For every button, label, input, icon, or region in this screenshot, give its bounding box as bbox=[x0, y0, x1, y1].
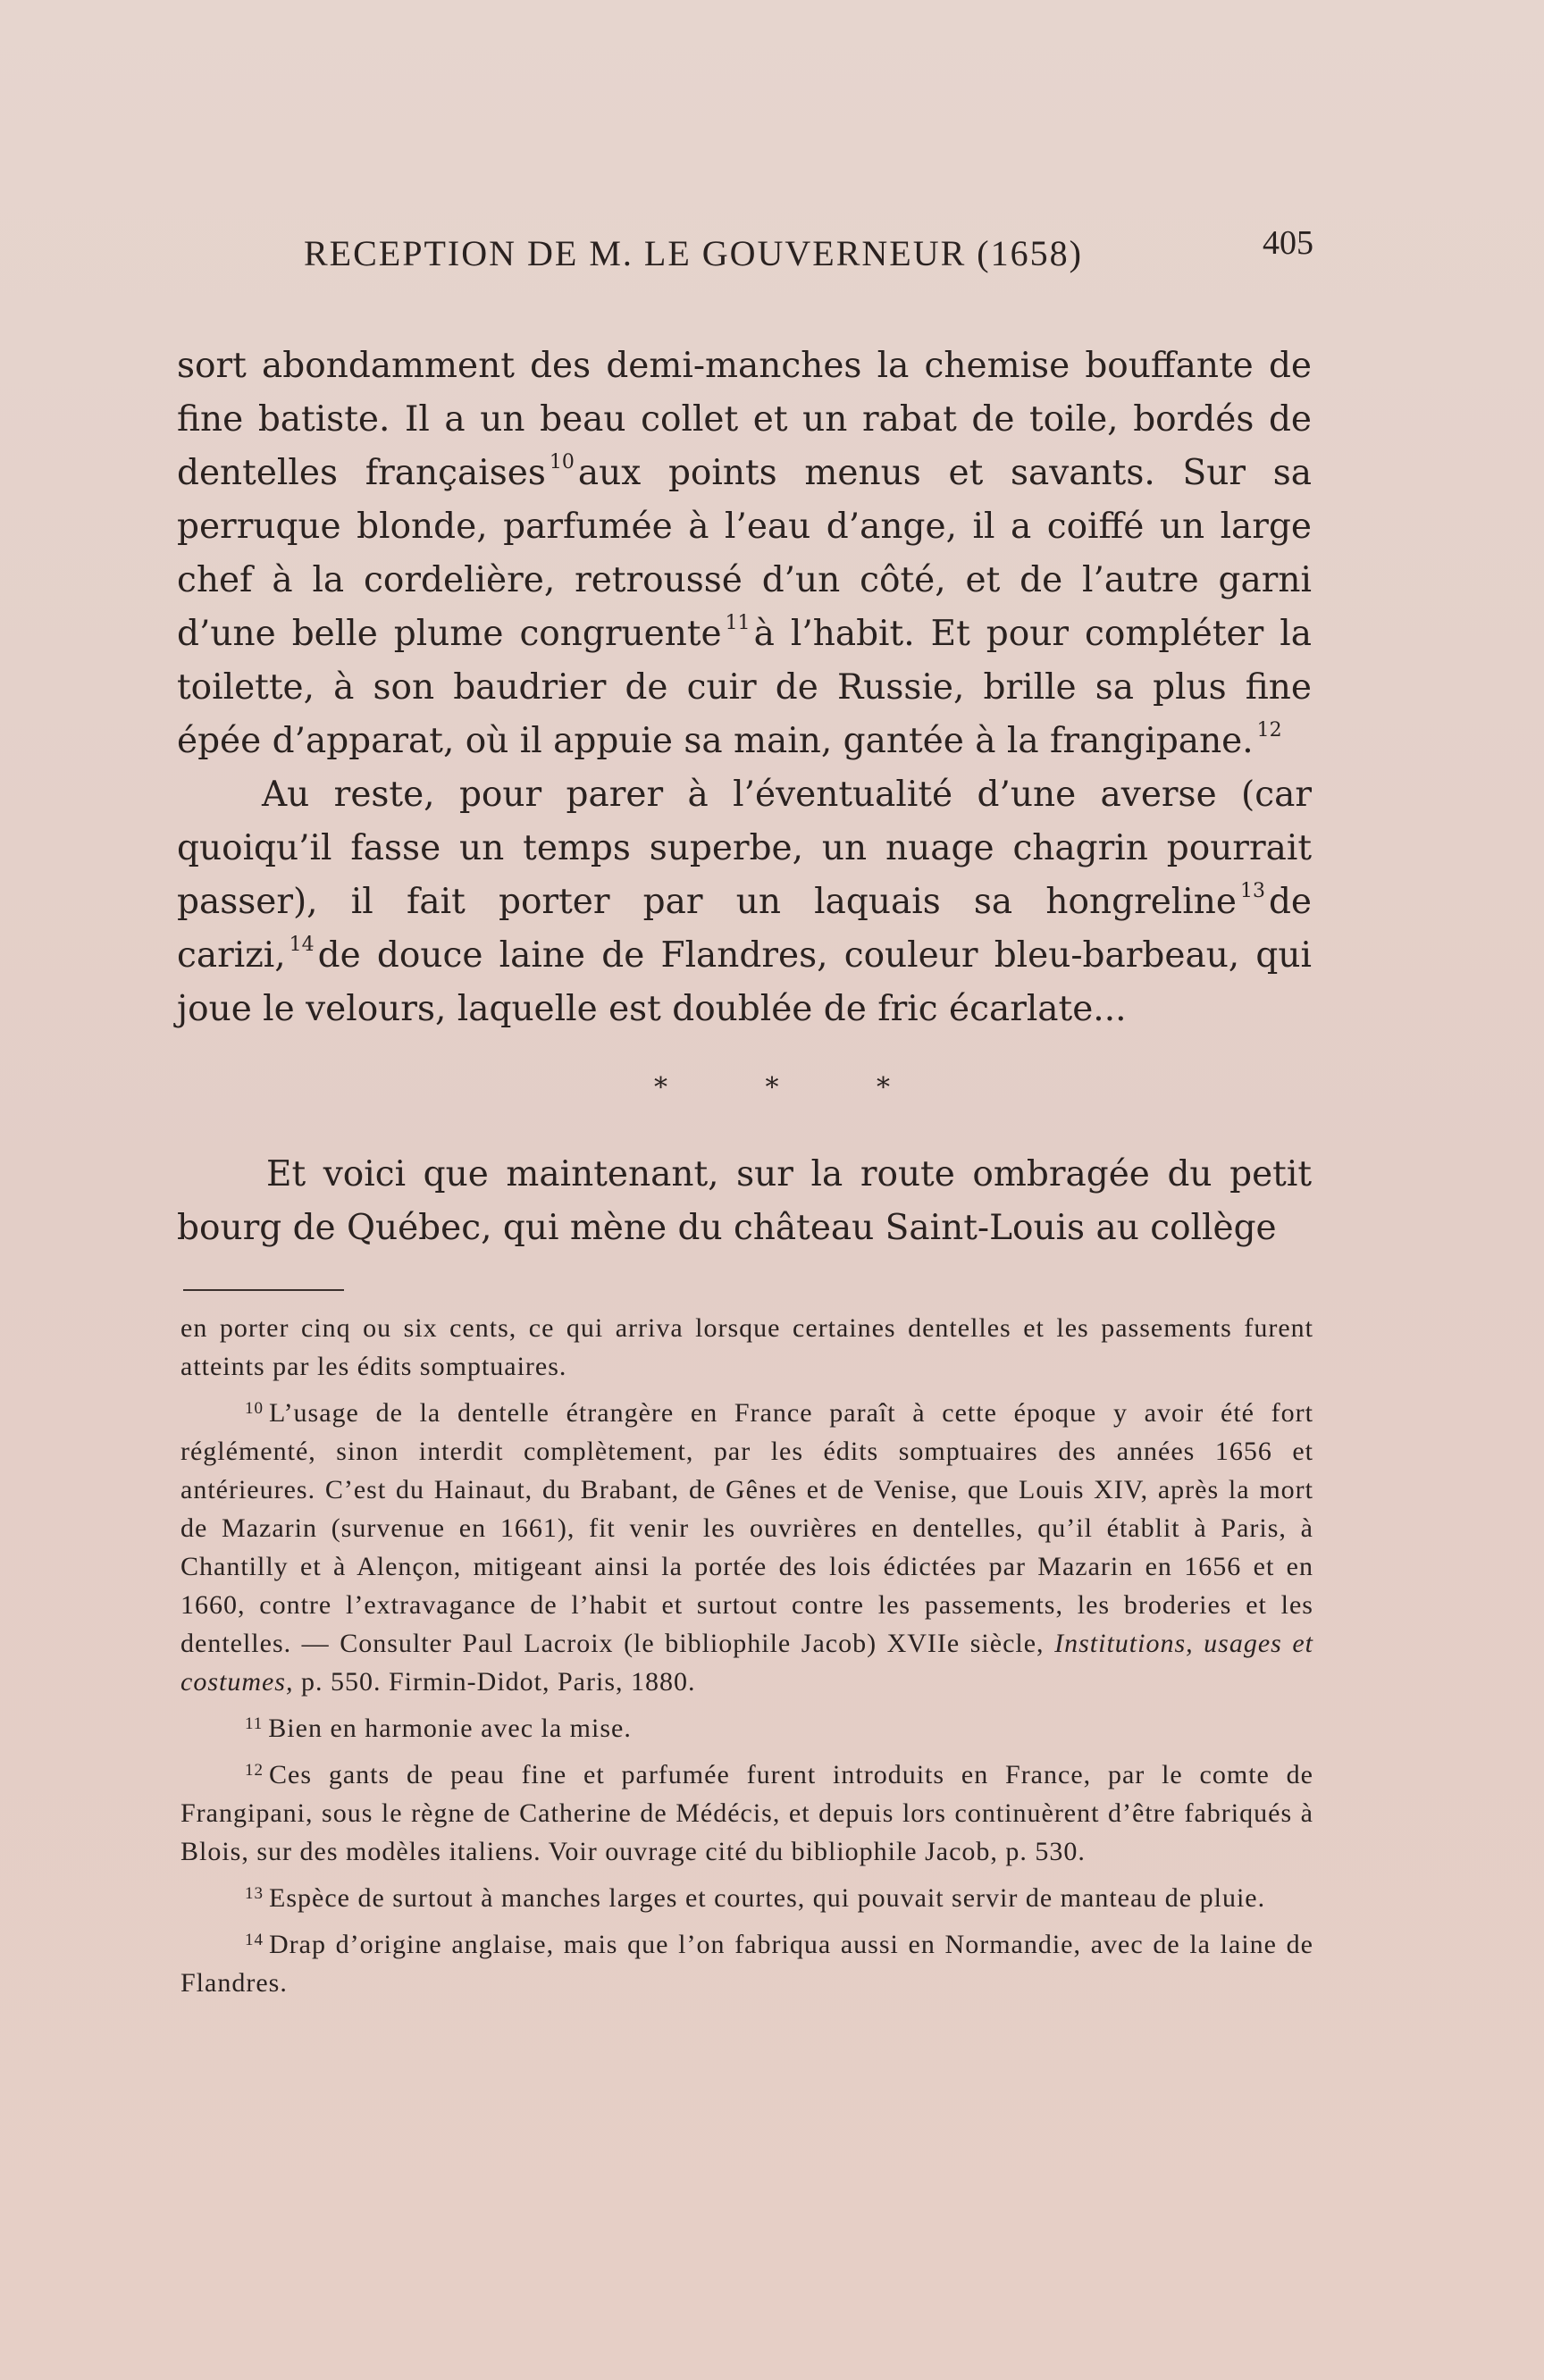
footnote-12 bbox=[180, 1751, 1313, 1871]
paragraph-1-text-b: aux points menus et savants. Sur sa perruque blonde, parfumée à l’eau d’ange, il a coiffé un large chef à la cordelière, retroussé d’un côté, et de l’autre garni d’une belle plume congruente bbox=[177, 453, 1312, 654]
footnote-number: 12 bbox=[245, 1761, 264, 1780]
footnote-13 bbox=[180, 1874, 1313, 1917]
footnote-divider bbox=[183, 1289, 344, 1291]
page-header bbox=[179, 223, 1313, 277]
running-head: RECEPTION DE M. LE GOUVERNEUR (1658) bbox=[304, 233, 1083, 273]
footnote-ref-11: 11 bbox=[725, 612, 751, 634]
paragraph-2-text-c: de douce laine de Flandres, couleur bleu-barbeau, qui joue le velours, laquelle est doublée de fric écarlate... bbox=[177, 935, 1312, 1029]
footnote-text: Espèce de surtout à manches larges et courtes, qui pouvait servir de manteau de pluie. bbox=[269, 1883, 1266, 1913]
footnote-number: 14 bbox=[245, 1931, 264, 1949]
paragraph-3: Et voici que maintenant, sur la route ombragée du petit bourg de Québec, qui mène du château Saint-Louis au collège bbox=[177, 1154, 1312, 1248]
footnote-text: Bien en harmonie avec la mise. bbox=[268, 1714, 632, 1743]
footnote-text: Ces gants de peau fine et parfumée furent introduits en France, par le comte de Frangipani, sous le règne de Catherine de Médécis, et depuis lors continuèrent d’être fabriqués à Blois, sur des modèles italiens. Voir ouvrage cité du bibliophile Jacob, p. 530. bbox=[180, 1760, 1313, 1866]
footnote-text: p. 550. Firmin-Didot, Paris, 1880. bbox=[300, 1667, 696, 1697]
footnote-ref-12: 12 bbox=[1256, 719, 1282, 742]
footnotes bbox=[180, 1309, 1313, 2006]
new-section-text bbox=[177, 1148, 1312, 1255]
paragraph-2 bbox=[177, 768, 1312, 1036]
main-text bbox=[177, 339, 1312, 1036]
footnote-11 bbox=[180, 1705, 1313, 1747]
footnote-ref-10: 10 bbox=[549, 451, 575, 473]
section-break-asterism: * * * bbox=[653, 1072, 936, 1103]
footnote-number: 13 bbox=[245, 1884, 264, 1903]
footnote-14 bbox=[180, 1921, 1313, 2002]
paragraph-1-text-c: à l’habit. Et pour compléter la toilette, à son baudrier de cuir de Russie, brille sa plus fine épée d’apparat, où il appuie sa main, gantée à la frangipane. bbox=[177, 614, 1312, 761]
paragraph-1-text-a: sort abondamment des demi-manches la chemise bouffante de fine batiste. Il a un beau collet et un rabat de toile, bordés de dentelles françaises bbox=[177, 346, 1312, 493]
footnote-ref-13: 13 bbox=[1239, 880, 1265, 902]
footnote-number: 11 bbox=[245, 1714, 264, 1733]
page-number: 405 bbox=[1263, 224, 1313, 262]
paragraph-2-text-a: Au reste, pour parer à l’éventualité d’une averse (car quoiqu’il fasse un temps superbe, un nuage chagrin pourrait passer), il fait porter par un laquais sa hongreline bbox=[177, 775, 1312, 922]
footnote-ref-14: 14 bbox=[289, 934, 315, 956]
paragraph-1 bbox=[177, 339, 1312, 768]
footnote-text: Drap d’origine anglaise, mais que l’on fabriqua aussi en Normandie, avec de la laine de Flandres. bbox=[180, 1930, 1313, 1998]
footnote-text: L’usage de la dentelle étrangère en France paraît à cette époque y avoir été fort réglémenté, sinon interdit complètement, par les édits somptuaires des années 1656 et antérieures. C’est du Hainaut, du Brabant, de Gênes et de Venise, que Louis XIV, après la mort de Mazarin (survenue en 1661), fit venir les ouvrières en dentelles, qu’il établit à Paris, à Chantilly et à Alençon, mitigeant ainsi la portée des lois édictées par Mazarin en 1656 et en 1660, contre l’extravagance de l’habit et surtout contre les passements, les broderies et les dentelles. — Consulter Paul Lacroix (le bibliophile Jacob) XVIIe siècle, bbox=[180, 1398, 1313, 1658]
footnote-continuation: en porter cinq ou six cents, ce qui arriva lorsque certaines dentelles et les passements furent atteints par les édits somptuaires. bbox=[180, 1313, 1313, 1381]
footnote-number: 10 bbox=[245, 1399, 264, 1418]
footnote-10 bbox=[180, 1389, 1313, 1701]
paragraph-2-text-b: de carizi, bbox=[177, 882, 1312, 976]
footnote-book-title: Institutions, usages et costumes, bbox=[180, 1629, 1314, 1697]
